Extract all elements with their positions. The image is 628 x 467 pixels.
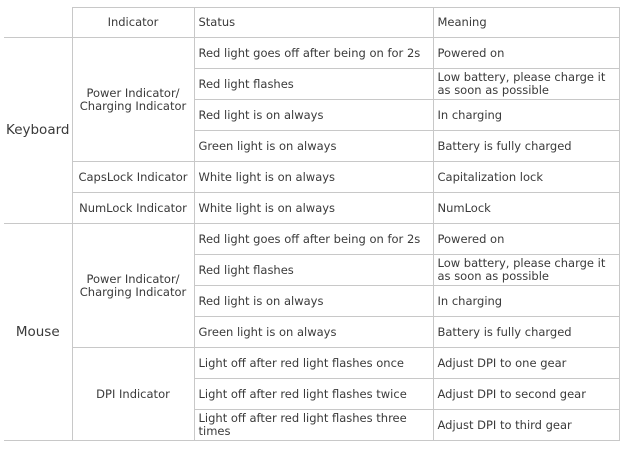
table-row — [4, 224, 619, 255]
meaning-cell: Battery is fully charged — [433, 131, 619, 162]
meaning-cell: In charging — [433, 100, 619, 131]
dpi-indicator-label: DPI Indicator — [72, 348, 194, 441]
indicator-table-wrapper — [4, 7, 620, 441]
meaning-cell: Adjust DPI to third gear — [433, 410, 619, 441]
header-empty-cell — [4, 8, 72, 38]
device-label-keyboard: Keyboard — [4, 38, 72, 224]
meaning-cell: Powered on — [433, 224, 619, 255]
indicator-table — [4, 7, 620, 441]
status-cell: Red light goes off after being on for 2s — [194, 38, 433, 69]
device-label-mouse: Mouse — [4, 224, 72, 441]
table-row — [4, 162, 619, 193]
numlock-indicator-label: NumLock Indicator — [72, 193, 194, 224]
status-cell: Green light is on always — [194, 317, 433, 348]
table-row — [4, 38, 619, 69]
meaning-cell: Powered on — [433, 38, 619, 69]
status-cell: White light is on always — [194, 193, 433, 224]
meaning-cell: Low battery, please charge it as soon as possible — [433, 255, 619, 286]
meaning-cell: In charging — [433, 286, 619, 317]
keyboard-power-indicator-label: Power Indicator/ Charging Indicator — [72, 38, 194, 162]
table-row — [4, 193, 619, 224]
status-cell: Green light is on always — [194, 131, 433, 162]
status-cell: Light off after red light flashes twice — [194, 379, 433, 410]
header-indicator: Indicator — [72, 8, 194, 38]
status-cell: Light off after red light flashes three times — [194, 410, 433, 441]
table-header-row — [4, 8, 619, 38]
capslock-indicator-label: CapsLock Indicator — [72, 162, 194, 193]
header-meaning: Meaning — [433, 8, 619, 38]
meaning-cell: Battery is fully charged — [433, 317, 619, 348]
mouse-power-indicator-label: Power Indicator/ Charging Indicator — [72, 224, 194, 348]
status-cell: Light off after red light flashes once — [194, 348, 433, 379]
status-cell: Red light goes off after being on for 2s — [194, 224, 433, 255]
meaning-cell: Capitalization lock — [433, 162, 619, 193]
meaning-cell: Adjust DPI to second gear — [433, 379, 619, 410]
meaning-cell: Low battery, please charge it as soon as possible — [433, 69, 619, 100]
status-cell: Red light flashes — [194, 69, 433, 100]
status-cell: Red light is on always — [194, 100, 433, 131]
meaning-cell: Adjust DPI to one gear — [433, 348, 619, 379]
status-cell: White light is on always — [194, 162, 433, 193]
meaning-cell: NumLock — [433, 193, 619, 224]
status-cell: Red light flashes — [194, 255, 433, 286]
status-cell: Red light is on always — [194, 286, 433, 317]
table-row — [4, 348, 619, 379]
header-status: Status — [194, 8, 433, 38]
